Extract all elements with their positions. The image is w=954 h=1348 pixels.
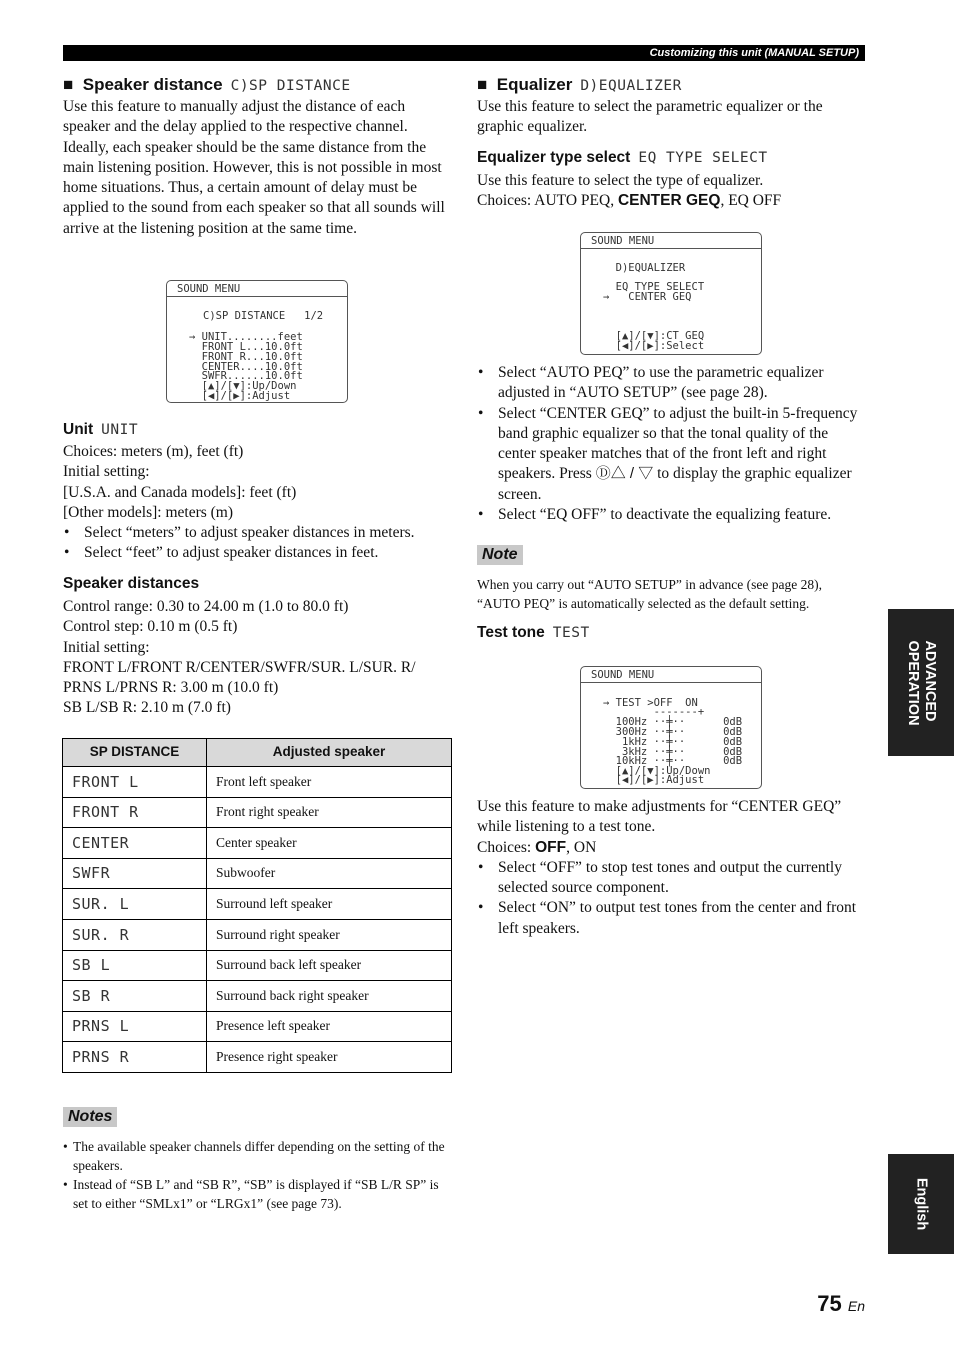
body-line: Use this feature to make adjustments for “CENTER GEQ” while listening to a test tone. bbox=[477, 798, 842, 836]
lcd-line: 1kHz ··╪·· 0dB bbox=[603, 736, 743, 748]
table-cell: SWFR bbox=[63, 858, 207, 889]
intro-text: Use this feature to select the parametric equalizer or the graphic equalizer. bbox=[477, 98, 823, 136]
table-cell: Center speaker bbox=[207, 828, 452, 859]
table-row bbox=[63, 981, 452, 1012]
column-header: SP DISTANCE bbox=[63, 739, 207, 767]
equalizer-bullet-list bbox=[477, 363, 865, 525]
table-cell: Surround back right speaker bbox=[207, 981, 452, 1012]
speaker-distances-body bbox=[63, 597, 455, 719]
table-row bbox=[63, 797, 452, 828]
body-line: Initial setting: bbox=[63, 463, 150, 481]
choices-suffix: , EQ OFF bbox=[720, 192, 782, 210]
table-cell: Front right speaker bbox=[207, 797, 452, 828]
speaker-distance-intro bbox=[63, 97, 455, 239]
subheading-text: Speaker distances bbox=[63, 575, 200, 592]
body-line: Control step: 0.10 m (0.5 ft) bbox=[63, 618, 238, 636]
list-item: • Select “OFF” to stop test tones and output the currently selected source component. bbox=[477, 858, 867, 899]
subheading-text: Test tone bbox=[477, 624, 545, 641]
body-line: [U.S.A. and Canada models]: feet (ft) bbox=[63, 483, 297, 501]
table-cell: Front left speaker bbox=[207, 767, 452, 798]
note-text: When you carry out “AUTO SETUP” in advance (see page 28), “AUTO PEQ” is automatically selected as the default setting. bbox=[477, 577, 823, 611]
body-line: SB L/SB R: 2.10 m (7.0 ft) bbox=[63, 699, 231, 717]
subheading-code: UNIT bbox=[101, 422, 139, 438]
body-line: [Other models]: meters (m) bbox=[63, 503, 234, 521]
heading-code: C)SP DISTANCE bbox=[230, 78, 351, 94]
lcd-line: 10kHz ··╪·· 0dB bbox=[603, 755, 743, 767]
heading-text: Speaker distance bbox=[82, 75, 223, 94]
unit-bullets bbox=[63, 523, 455, 564]
body-line: PRNS L/PRNS R: 3.00 m (10.0 ft) bbox=[63, 679, 279, 697]
section-title-equalizer bbox=[477, 74, 682, 97]
list-item: • Select “feet” to adjust speaker distances in feet. bbox=[63, 543, 455, 563]
table-row bbox=[63, 919, 452, 950]
side-tab-advanced-operation bbox=[888, 609, 954, 756]
test-tone-bullets bbox=[477, 858, 867, 939]
choices-default: OFF bbox=[535, 838, 567, 856]
lcd-line: 300Hz ··╪·· 0dB bbox=[603, 726, 743, 738]
body-line: Use this feature to select the type of equalizer. bbox=[477, 172, 764, 189]
bullet-dot: • bbox=[63, 1139, 68, 1154]
note-text: The available speaker channels differ depending on the setting of the speakers. bbox=[73, 1139, 445, 1173]
section-title-speaker-distance bbox=[63, 74, 351, 97]
lcd-line: → UNIT........feet bbox=[189, 331, 303, 343]
table-row bbox=[63, 828, 452, 859]
column-header: Adjusted speaker bbox=[207, 739, 452, 767]
table-cell: CENTER bbox=[63, 828, 207, 859]
page-number bbox=[817, 1291, 865, 1316]
note-badge: Note bbox=[477, 545, 523, 565]
lcd-line: EQ TYPE SELECT bbox=[603, 281, 705, 293]
note-item bbox=[63, 1137, 451, 1175]
table-cell: Presence right speaker bbox=[207, 1042, 452, 1073]
page-number-value: 75 bbox=[817, 1291, 842, 1316]
heading-text: Equalizer bbox=[496, 75, 573, 94]
unit-body bbox=[63, 442, 455, 564]
subheading-eq-type-select bbox=[477, 148, 768, 168]
table-row bbox=[63, 858, 452, 889]
lcd-header: SOUND MENU bbox=[581, 667, 761, 683]
equalizer-intro bbox=[477, 97, 865, 138]
intro-text: Use this feature to manually adjust the distance of each speaker and the delay applied to the respective channel. Ideally, each speaker should be the same distance from the main listening position. However, this is not possible in most home situations. Thus, a certain amount of delay must be applied to the sound from each speaker so that all sounds will arrive at the listening position at the same time. bbox=[63, 98, 445, 237]
table-row bbox=[63, 1011, 452, 1042]
table-cell: Presence left speaker bbox=[207, 1011, 452, 1042]
side-tab-label: English bbox=[913, 1177, 930, 1231]
subheading-code: TEST bbox=[552, 625, 590, 641]
table-cell: FRONT L bbox=[63, 767, 207, 798]
choices-prefix: Choices: bbox=[477, 838, 536, 856]
body-line: Control range: 0.30 to 24.00 m (1.0 to 80.0 ft) bbox=[63, 598, 349, 615]
lcd-line: CENTER....10.0ft bbox=[189, 361, 303, 373]
list-item: • Select “AUTO PEQ” to use the parametric equalizer adjusted in “AUTO SETUP” (see page 28). bbox=[477, 363, 865, 404]
lcd-line: [◀]/[▶]:Adjust bbox=[189, 390, 291, 402]
table-cell: PRNS R bbox=[63, 1042, 207, 1073]
table-cell: SUR. L bbox=[63, 889, 207, 920]
lcd-line: SWFR......10.0ft bbox=[189, 370, 303, 382]
bullet-dot: • bbox=[63, 1177, 68, 1192]
list-item: • Select “EQ OFF” to deactivate the equalizing feature. bbox=[477, 505, 865, 525]
subheading-test-tone bbox=[477, 623, 590, 643]
heading-code: D)EQUALIZER bbox=[580, 78, 682, 94]
lcd-line: 100Hz ··╪·· 0dB bbox=[603, 716, 743, 728]
list-item bbox=[477, 404, 865, 505]
equalizer-note bbox=[477, 575, 865, 613]
list-item: • Select “meters” to adjust speaker distances in meters. bbox=[63, 523, 455, 543]
lcd-line: FRONT L...10.0ft bbox=[189, 341, 303, 353]
choices-line bbox=[477, 838, 867, 858]
table-cell: SUR. R bbox=[63, 919, 207, 950]
side-tab-label bbox=[904, 640, 938, 725]
subheading-unit bbox=[63, 420, 138, 440]
lcd-screen-test-tone bbox=[580, 666, 762, 789]
equalizer-bullets bbox=[477, 363, 865, 525]
table-cell: SB R bbox=[63, 981, 207, 1012]
table-cell: SB L bbox=[63, 950, 207, 981]
lcd-line: [▲]/[▼]:Up/Down bbox=[189, 380, 297, 392]
list-item-text: Select “CENTER GEQ” to adjust the built-in 5-frequency band graphic equalizer so that the tonal quality of the center speaker matches that of the front left and right speakers. Press bbox=[498, 404, 858, 483]
choices-line bbox=[477, 191, 865, 211]
choices-suffix: , ON bbox=[566, 838, 597, 856]
choices-prefix: Choices: AUTO PEQ, bbox=[477, 192, 618, 210]
table-cell: PRNS L bbox=[63, 1011, 207, 1042]
note-text: Instead of “SB L” and “SB R”, “SB” is displayed if “SB L/R SP” is set to either “SMLx1” or “LRGx1” (see page 73). bbox=[73, 1177, 439, 1211]
subheading-speaker-distances bbox=[63, 574, 199, 594]
running-header bbox=[63, 45, 865, 61]
body-line: FRONT L/FRONT R/CENTER/SWFR/SUR. L/SUR. R/ bbox=[63, 658, 416, 676]
square-bullet-icon: ■ bbox=[63, 75, 74, 94]
table-header-row bbox=[63, 739, 452, 767]
eq-type-body bbox=[477, 171, 865, 212]
table-cell: FRONT R bbox=[63, 797, 207, 828]
choices-default: CENTER GEQ bbox=[617, 192, 721, 210]
lcd-header: SOUND MENU bbox=[167, 281, 347, 297]
body-line: Choices: meters (m), feet (ft) bbox=[63, 443, 244, 460]
lcd-line: [▲]/[▼]:CT GEQ bbox=[603, 330, 705, 342]
table-row bbox=[63, 889, 452, 920]
lcd-screen-sp-distance bbox=[166, 280, 348, 403]
note-item bbox=[63, 1175, 451, 1213]
subheading-text: Unit bbox=[63, 421, 94, 438]
table-cell: Surround right speaker bbox=[207, 919, 452, 950]
page-number-suffix: En bbox=[847, 1298, 865, 1314]
subheading-code: EQ TYPE SELECT bbox=[638, 150, 768, 166]
table-row bbox=[63, 767, 452, 798]
note-label bbox=[477, 545, 523, 565]
table-cell: Surround left speaker bbox=[207, 889, 452, 920]
list-item: • Select “ON” to output test tones from the center and front left speakers. bbox=[477, 898, 867, 939]
sp-distance-table bbox=[62, 738, 452, 1073]
side-tab-line: ADVANCED bbox=[922, 639, 938, 722]
lcd-line: C)SP DISTANCE 1/2 bbox=[203, 310, 324, 322]
lcd-line: FRONT R...10.0ft bbox=[189, 351, 303, 363]
running-header-text: Customizing this unit (MANUAL SETUP) bbox=[649, 47, 859, 59]
lcd-line: [▲]/[▼]:Up/Down bbox=[603, 765, 711, 777]
table-cell: Subwoofer bbox=[207, 858, 452, 889]
notes-badge: Notes bbox=[63, 1107, 117, 1127]
lcd-line: → CENTER GEQ bbox=[603, 291, 692, 303]
side-tab-english bbox=[888, 1154, 954, 1254]
body-line: Initial setting: bbox=[63, 638, 150, 656]
lcd-line: -------+ bbox=[603, 706, 705, 718]
square-bullet-icon: ■ bbox=[477, 75, 488, 94]
subheading-text: Equalizer type select bbox=[477, 149, 631, 166]
remote-cursor-key-icon: Ⓓ△ / ▽ bbox=[595, 465, 654, 483]
lcd-line: [◀]/[▶]:Select bbox=[603, 340, 705, 352]
lcd-screen-equalizer bbox=[580, 232, 762, 355]
lcd-line: 3kHz ··╪·· 0dB bbox=[603, 746, 743, 758]
side-tab-line: OPERATION bbox=[905, 639, 921, 726]
lcd-header: SOUND MENU bbox=[581, 233, 761, 249]
table-row bbox=[63, 950, 452, 981]
list-item-text: to display the graphic equalizer screen. bbox=[498, 465, 852, 503]
lcd-line: D)EQUALIZER bbox=[603, 262, 686, 274]
table-cell: Surround back left speaker bbox=[207, 950, 452, 981]
table-row bbox=[63, 1042, 452, 1073]
lcd-line: [◀]/[▶]:Adjust bbox=[603, 774, 705, 786]
test-tone-body bbox=[477, 797, 867, 939]
notes-label bbox=[63, 1107, 117, 1127]
lcd-line: → TEST >OFF ON bbox=[603, 697, 698, 709]
notes-list bbox=[63, 1137, 451, 1213]
